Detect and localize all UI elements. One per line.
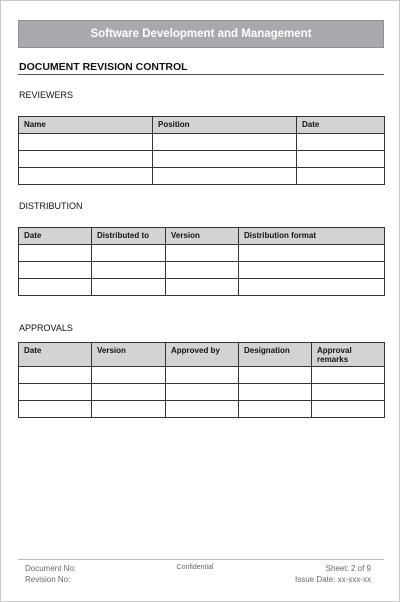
table-cell[interactable]	[92, 401, 166, 418]
table-row	[19, 367, 385, 384]
table-cell[interactable]	[19, 279, 92, 296]
table-cell[interactable]	[153, 168, 297, 185]
table-cell[interactable]	[166, 262, 239, 279]
table-cell[interactable]	[239, 262, 385, 279]
column-header-distribution-format: Distribution format	[239, 228, 385, 245]
table-row	[19, 401, 385, 418]
table-row	[19, 134, 385, 151]
table-cell[interactable]	[19, 367, 92, 384]
table-cell[interactable]	[166, 401, 239, 418]
table-row	[19, 168, 385, 185]
footer-document-no: Document No:	[25, 564, 77, 573]
column-header-date: Date	[297, 117, 385, 134]
reviewers-table	[18, 116, 385, 185]
approvals-label: APPROVALS	[19, 323, 73, 333]
table-cell[interactable]	[19, 262, 92, 279]
table-header-row	[19, 228, 385, 245]
table-header-row	[19, 117, 385, 134]
table-cell[interactable]	[166, 245, 239, 262]
table-row	[19, 245, 385, 262]
footer-issue-date: Issue Date: xx-xxx-xx	[294, 575, 371, 584]
table-row	[19, 384, 385, 401]
document-title: DOCUMENT REVISION CONTROL	[19, 61, 188, 73]
table-cell[interactable]	[19, 245, 92, 262]
table-cell[interactable]	[312, 367, 385, 384]
table-header-row	[19, 343, 385, 367]
table-cell[interactable]	[239, 245, 385, 262]
column-header-approved-by: Approved by	[166, 343, 239, 367]
footer-revision-no: Revision No:	[25, 575, 71, 584]
table-cell[interactable]	[92, 245, 166, 262]
table-cell[interactable]	[166, 279, 239, 296]
table-cell[interactable]	[239, 367, 312, 384]
table-cell[interactable]	[166, 384, 239, 401]
table-cell[interactable]	[19, 401, 92, 418]
column-header-approval-remarks: Approval remarks	[312, 343, 385, 367]
table-cell[interactable]	[239, 401, 312, 418]
table-cell[interactable]	[19, 168, 153, 185]
table-row	[19, 262, 385, 279]
table-cell[interactable]	[297, 151, 385, 168]
column-header-version: Version	[166, 228, 239, 245]
column-header-date: Date	[19, 228, 92, 245]
table-cell[interactable]	[297, 134, 385, 151]
column-header-designation: Designation	[239, 343, 312, 367]
table-cell[interactable]	[312, 384, 385, 401]
footer-confidential: Confidential	[176, 564, 214, 571]
footer-sheet: Sheet: 2 of 9	[325, 564, 371, 573]
table-row	[19, 151, 385, 168]
table-cell[interactable]	[19, 151, 153, 168]
distribution-table	[18, 227, 385, 296]
column-header-position: Position	[153, 117, 297, 134]
reviewers-label: REVIEWERS	[19, 90, 74, 100]
table-cell[interactable]	[92, 384, 166, 401]
column-header-version: Version	[92, 343, 166, 367]
column-header-date: Date	[19, 343, 92, 367]
table-cell[interactable]	[166, 367, 239, 384]
table-row	[19, 279, 385, 296]
column-header-distributed-to: Distributed to	[92, 228, 166, 245]
header-banner: Software Development and Management	[18, 20, 384, 48]
table-cell[interactable]	[153, 151, 297, 168]
table-cell[interactable]	[92, 279, 166, 296]
approvals-table	[18, 342, 385, 418]
table-cell[interactable]	[239, 279, 385, 296]
title-divider	[18, 74, 384, 75]
table-cell[interactable]	[312, 401, 385, 418]
table-cell[interactable]	[92, 367, 166, 384]
distribution-label: DISTRIBUTION	[19, 201, 83, 211]
table-cell[interactable]	[19, 384, 92, 401]
table-cell[interactable]	[239, 384, 312, 401]
table-cell[interactable]	[92, 262, 166, 279]
table-cell[interactable]	[19, 134, 153, 151]
footer-divider	[18, 559, 384, 560]
table-cell[interactable]	[297, 168, 385, 185]
column-header-name: Name	[19, 117, 153, 134]
table-cell[interactable]	[153, 134, 297, 151]
